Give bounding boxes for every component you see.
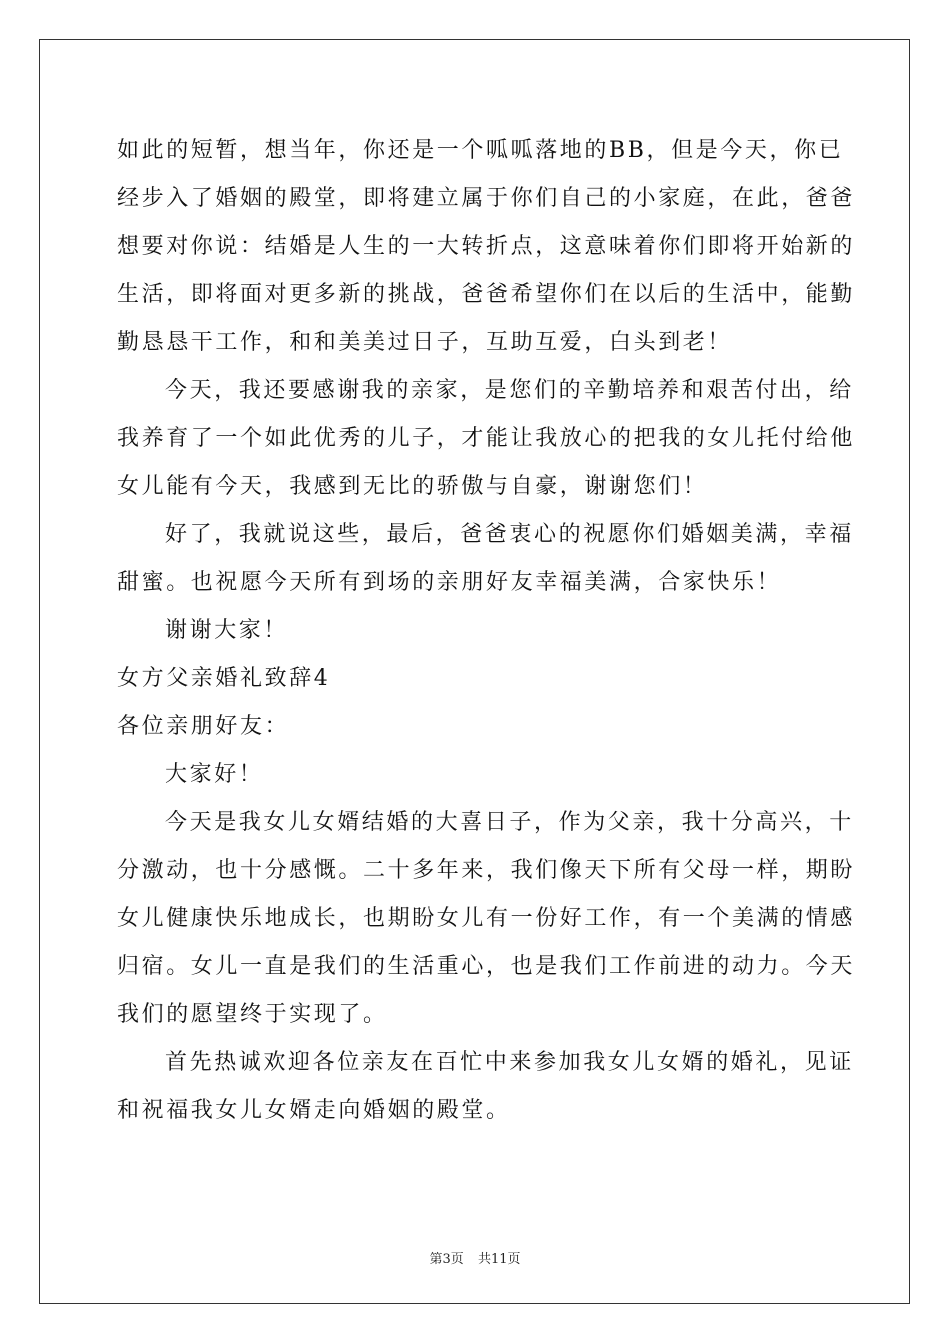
page-number: 第3页 — [429, 1252, 464, 1267]
page-footer — [0, 1248, 950, 1267]
text-line: 归宿。女儿一直是我们的生活重心，也是我们工作前进的动力。今天 — [117, 954, 856, 979]
text-line: 今天，我还要感谢我的亲家，是您们的辛勤培养和艰苦付出，给 — [165, 378, 854, 403]
text-line: 大家好！ — [165, 762, 264, 787]
text-line: 和祝福我女儿女婿走向婚姻的殿堂。 — [117, 1098, 511, 1123]
page-total: 共11页 — [477, 1252, 521, 1267]
text-line: 想要对你说：结婚是人生的一大转折点，这意味着你们即将开始新的 — [117, 234, 856, 259]
text-line: 女儿能有今天，我感到无比的骄傲与自豪，谢谢您们！ — [117, 474, 708, 499]
text-line: 好了，我就说这些，最后，爸爸衷心的祝愿你们婚姻美满，幸福 — [165, 522, 854, 547]
text-line: 生活，即将面对更多新的挑战，爸爸希望你们在以后的生活中，能勤 — [117, 282, 856, 307]
text-line: 经步入了婚姻的殿堂，即将建立属于你们自己的小家庭，在此，爸爸 — [117, 186, 856, 211]
text-line: 谢谢大家！ — [165, 618, 289, 643]
text-line: 女儿健康快乐地成长，也期盼女儿有一份好工作，有一个美满的情感 — [117, 906, 856, 931]
text-line: 分激动，也十分感慨。二十多年来，我们像天下所有父母一样，期盼 — [117, 858, 856, 883]
text-line: 甜蜜。也祝愿今天所有到场的亲朋好友幸福美满，合家快乐！ — [117, 570, 782, 595]
text-line: 我们的愿望终于实现了。 — [117, 1002, 388, 1027]
text-line: 如此的短暂，想当年，你还是一个呱呱落地的BB，但是今天，你已 — [117, 138, 844, 163]
section-heading: 女方父亲婚礼致辞4 — [117, 666, 331, 691]
text-line: 首先热诚欢迎各位亲友在百忙中来参加我女儿女婿的婚礼，见证 — [165, 1050, 854, 1075]
salutation: 各位亲朋好友： — [117, 714, 290, 739]
document-body — [117, 127, 856, 1135]
text-line: 勤恳恳干工作，和和美美过日子，互助互爱，白头到老！ — [117, 330, 733, 355]
text-line: 我养育了一个如此优秀的儿子，才能让我放心的把我的女儿托付给他 — [117, 426, 856, 451]
text-line: 今天是我女儿女婿结婚的大喜日子，作为父亲，我十分高兴，十 — [165, 810, 854, 835]
